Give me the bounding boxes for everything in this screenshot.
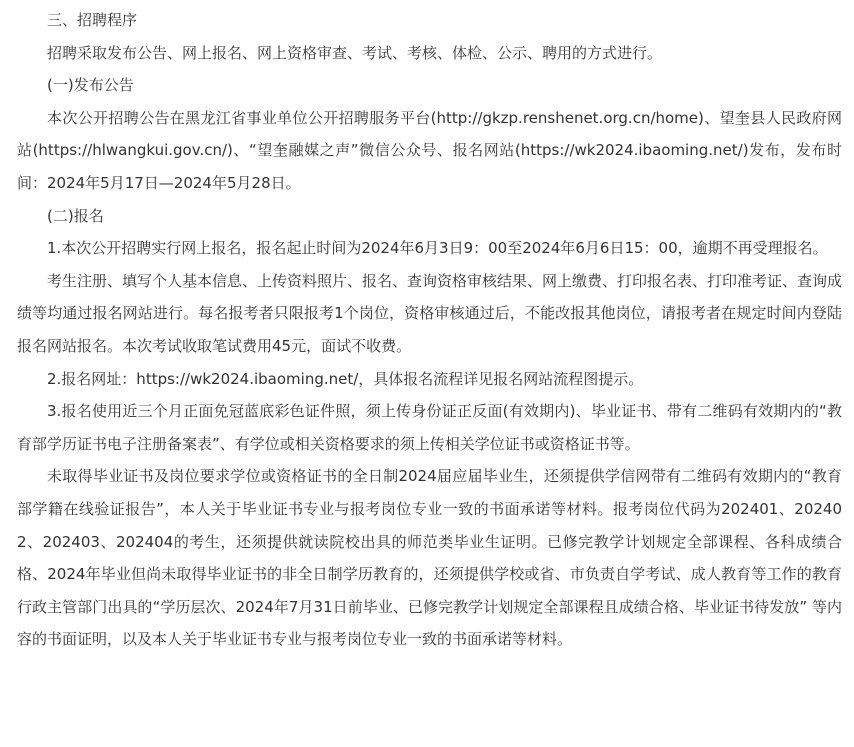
section-heading: 三、招聘程序 <box>47 11 138 29</box>
paragraph: 2.报名网址：https://wk2024.ibaoming.net/，具体报名流程详见报名网站流程图提示。 <box>47 369 644 388</box>
paragraph: 本次公开招聘公告在黑龙江省事业单位公开招聘服务平台(http://gkzp.renshenet.org.cn/home)、望奎县人民政府网站(https://hlwangkui.gov.cn/)、“望奎融媒之声”微信公众号、报名网站(https://wk2024.ibaoming.net/)发布，发布时间：2024年5月17日—2024年5月28日。 <box>17 108 842 192</box>
paragraph: 考生注册、填写个人基本信息、上传资料照片、报名、查询资格审核结果、网上缴费、打印报名表、打印准考证、查询成绩等均通过报名网站进行。每名报考者只限报考1个岗位，资格审核通过后，不能改报其他岗位，请报考者在规定时间内登陆报名网站报名。本次考试收取笔试费用45元，面试不收费。 <box>17 271 843 355</box>
paragraph: 未取得毕业证书及岗位要求学位或资格证书的全日制2024届应届毕业生，还须提供学信网带有二维码有效期内的“教育部学籍在线验证报告”，本人关于毕业证书专业与报考岗位专业一致的书面承诺等材料。报考岗位代码为202401、202402、202403、202404的考生，还须提供就读院校出具的师范类毕业生证明。已修完教学计划规定全部课程、各科成绩合格、2024年毕业但尚未取得毕业证书的非全日制学历教育的，还须提供学校或省、市负责自学考试、成人教育等工作的教育行政主管部门出具的“学历层次、2024年7月31日前毕业、已修完教学计划规定全部课程且成绩合格、毕业证书待发放” 等内容的书面证明，以及本人关于毕业证书专业与报考岗位专业一致的书面承诺等材料。 <box>17 467 842 649</box>
paragraph: 招聘采取发布公告、网上报名、网上资格审查、考试、考核、体检、公示、聘用的方式进行。 <box>47 43 663 62</box>
paragraph: 1.本次公开招聘实行网上报名，报名起止时间为2024年6月3日9：00至2024年6月6日15：00，逾期不再受理报名。 <box>47 239 828 258</box>
subsection-heading: (二)报名 <box>47 206 104 225</box>
paragraph: 3.报名使用近三个月正面免冠蓝底彩色证件照，须上传身份证正反面(有效期内)、毕业证书、带有二维码有效期内的“教育部学历证书电子注册备案表”、有学位或相关资格要求的须上传相关学位证书或资格证书等。 <box>17 402 842 453</box>
subsection-heading: (一)发布公告 <box>47 76 134 95</box>
